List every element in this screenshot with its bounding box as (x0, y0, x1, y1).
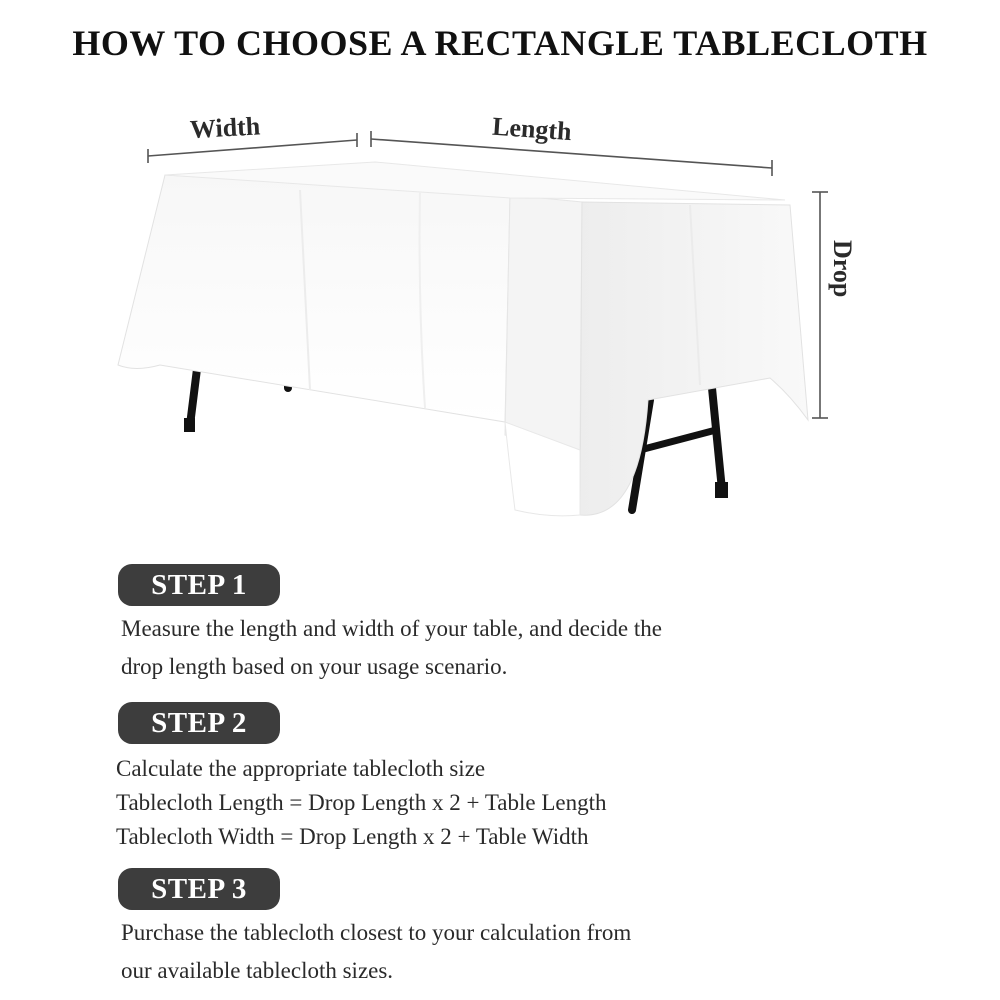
page-title: HOW TO CHOOSE A RECTANGLE TABLECLOTH (72, 23, 928, 63)
step-badge: STEP 3 (118, 868, 280, 910)
step-line: our available tablecloth sizes. (121, 958, 394, 983)
drop-dimension (812, 192, 857, 418)
step-badge: STEP 2 (118, 702, 280, 744)
step-line: Tablecloth Length = Drop Length x 2 + Table Length (116, 790, 607, 815)
tablecloth-diagram (0, 90, 1000, 540)
step-line: Tablecloth Width = Drop Length x 2 + Table Width (116, 824, 589, 849)
step-line: Measure the length and width of your table, and decide the (121, 616, 662, 641)
step-badge: STEP 1 (118, 564, 280, 606)
length-label: Length (491, 111, 573, 147)
width-label: Width (189, 111, 261, 145)
step-line: drop length based on your usage scenario. (121, 654, 508, 679)
step-description (121, 914, 631, 990)
step-line: Calculate the appropriate tablecloth size (116, 756, 486, 781)
drop-label: Drop (828, 240, 857, 298)
length-dimension (371, 112, 772, 176)
step-line: Purchase the tablecloth closest to your calculation from (121, 920, 632, 945)
step-description (121, 610, 662, 686)
tablecloth (118, 162, 808, 516)
width-dimension (148, 111, 357, 163)
step-description (116, 752, 606, 854)
